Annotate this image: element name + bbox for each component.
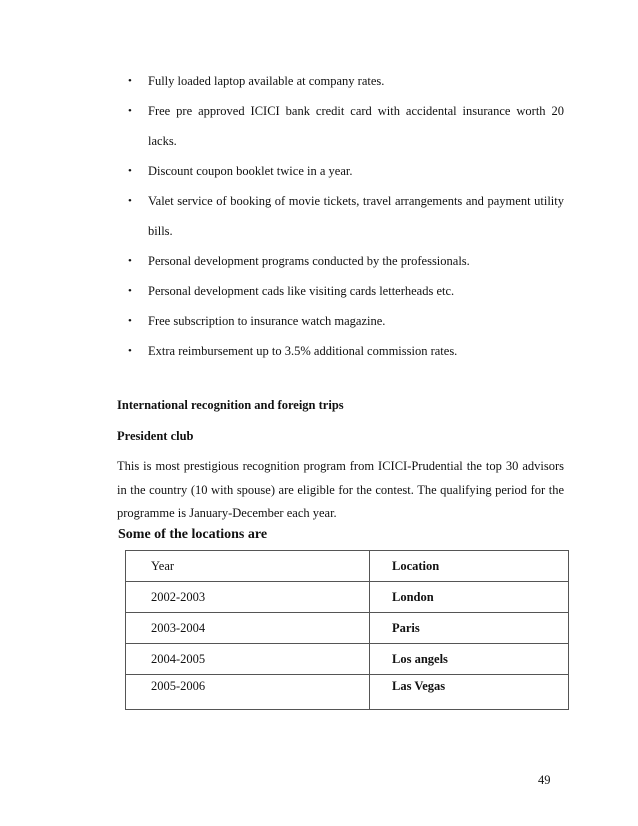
table-cell-year: 2003-2004 [126,613,370,644]
table-header-location: Location [370,551,569,582]
bullet-icon: • [128,255,132,267]
table-header-row [126,551,569,582]
locations-heading: Some of the locations are [118,527,268,542]
list-item-text: Fully loaded laptop available at company rates. [148,74,385,88]
list-item [118,306,564,336]
bullet-icon: • [128,195,132,207]
table-cell-location: Las Vegas [370,675,569,710]
list-item [118,156,564,186]
bullet-icon: • [128,285,132,297]
list-item-text: Free pre approved ICICI bank credit card with accidental insurance worth 20 lacks. [148,104,564,148]
table-cell-year: 2004-2005 [126,644,370,675]
list-item [118,186,564,246]
benefits-bullet-list [118,66,564,366]
locations-table [125,550,569,710]
sub-heading: President club [117,429,194,443]
table-header-year: Year [126,551,370,582]
list-item-text: Personal development programs conducted by the professionals. [148,254,470,268]
body-paragraph: This is most prestigious recognition program from ICICI-Prudential the top 30 advisors in the country (10 with spouse) are eligible for the contest. The qualifying period for the programme is January-December each year. [117,459,564,520]
table-cell-year: 2005-2006 [126,675,370,710]
table-row [126,613,569,644]
table-row [126,675,569,710]
bullet-icon: • [128,75,132,87]
page-number: 49 [538,773,551,787]
table-cell-location: Los angels [370,644,569,675]
table-cell-location: Paris [370,613,569,644]
list-item [118,96,564,156]
list-item-text: Discount coupon booklet twice in a year. [148,164,353,178]
table-cell-location: London [370,582,569,613]
section-heading: International recognition and foreign trips [117,398,344,412]
list-item [118,66,564,96]
bullet-icon: • [128,315,132,327]
bullet-icon: • [128,165,132,177]
list-item [118,246,564,276]
list-item [118,276,564,306]
list-item-text: Personal development cads like visiting cards letterheads etc. [148,284,455,298]
table-row [126,644,569,675]
table-cell-year: 2002-2003 [126,582,370,613]
bullet-icon: • [128,345,132,357]
list-item-text: Valet service of booking of movie tickets, travel arrangements and payment utility bills. [148,194,564,238]
list-item-text: Extra reimbursement up to 3.5% additional commission rates. [148,344,458,358]
table-row [126,582,569,613]
list-item-text: Free subscription to insurance watch magazine. [148,314,386,328]
list-item [118,336,564,366]
bullet-icon: • [128,105,132,117]
